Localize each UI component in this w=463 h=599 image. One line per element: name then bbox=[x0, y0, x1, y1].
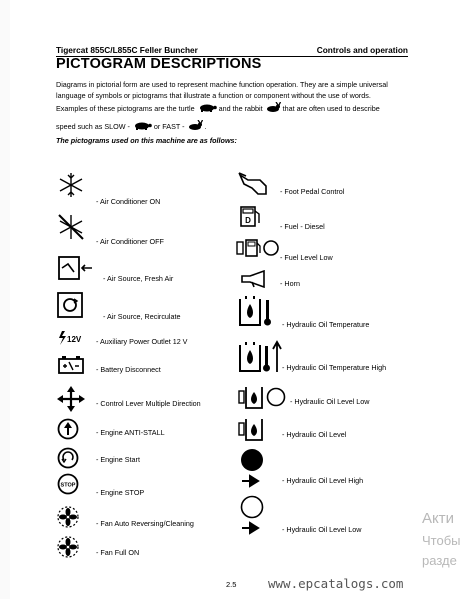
hydraulic-oil-level-icon bbox=[238, 416, 266, 442]
label-hydraulic-oil-temp-high: - Hydraulic Oil Temperature High bbox=[282, 363, 387, 372]
four-way-arrow-icon bbox=[57, 386, 85, 412]
engine-anti-stall-icon bbox=[57, 418, 79, 440]
header-section: Controls and operation bbox=[316, 45, 408, 55]
battery-disconnect-icon bbox=[58, 356, 84, 374]
header-model: Tigercat 855C/L855C Feller Buncher bbox=[56, 45, 198, 55]
fuel-level-low-icon bbox=[236, 238, 280, 258]
hydraulic-oil-level-low-icon bbox=[238, 384, 286, 410]
fuel-diesel-text: D bbox=[245, 216, 251, 225]
page-title: PICTOGRAM DESCRIPTIONS bbox=[56, 56, 262, 72]
speed-text-b: or FAST - bbox=[153, 122, 185, 132]
label-hydraulic-oil-level-high: - Hydraulic Oil Level High bbox=[282, 476, 364, 485]
engine-stop-text: STOP bbox=[60, 482, 76, 489]
snowflake-off-icon bbox=[57, 213, 85, 241]
os-activation-overlay-line-1: Акти bbox=[422, 510, 454, 527]
label-fuel-diesel: - Fuel - Diesel bbox=[280, 222, 325, 231]
label-air-source-recirculate: - Air Source, Recirculate bbox=[103, 312, 181, 321]
examples-text-a: Examples of these pictograms are the turtle bbox=[56, 104, 195, 114]
snowflake-icon bbox=[57, 172, 85, 198]
turtle-icon bbox=[197, 103, 217, 116]
label-air-source-fresh-air: - Air Source, Fresh Air bbox=[103, 274, 174, 283]
page-edge bbox=[0, 0, 10, 599]
speed-text-c: . bbox=[204, 122, 207, 132]
fuel-diesel-icon bbox=[240, 205, 262, 227]
engine-stop-icon bbox=[57, 473, 79, 495]
fresh-air-icon bbox=[58, 256, 94, 280]
label-control-lever: - Control Lever Multiple Direction bbox=[96, 399, 201, 408]
label-hydraulic-oil-level-low: - Hydraulic Oil Level Low bbox=[290, 397, 370, 406]
label-air-conditioner-off: - Air Conditioner OFF bbox=[96, 237, 164, 246]
label-hydraulic-oil-level-low-2: - Hydraulic Oil Level Low bbox=[282, 525, 362, 534]
label-auxiliary-power-outlet: - Auxiliary Power Outlet 12 V bbox=[96, 337, 188, 346]
pictogram-list-heading: The pictograms used on this machine are as follows: bbox=[56, 136, 237, 145]
rabbit-icon bbox=[187, 120, 203, 135]
turtle-icon bbox=[132, 121, 152, 134]
examples-text-c: that are often used to describe bbox=[282, 104, 380, 114]
speed-line bbox=[56, 120, 412, 135]
label-engine-stop: - Engine STOP bbox=[96, 488, 145, 497]
hydraulic-oil-level-low-alt-icon bbox=[240, 495, 266, 537]
power-outlet-12v-icon bbox=[57, 330, 89, 346]
page-number: 2.5 bbox=[226, 580, 237, 589]
engine-start-icon bbox=[57, 447, 79, 469]
fan-auto-reversing-icon bbox=[56, 505, 80, 529]
label-engine-anti-stall: - Engine ANTI-STALL bbox=[96, 428, 165, 437]
label-engine-start: - Engine Start bbox=[96, 455, 140, 464]
foot-pedal-icon bbox=[238, 172, 270, 196]
label-horn: - Horn bbox=[280, 279, 300, 288]
label-battery-disconnect: - Battery Disconnect bbox=[96, 365, 161, 374]
hydraulic-oil-temp-high-icon bbox=[238, 340, 282, 374]
examples-line bbox=[56, 102, 412, 117]
power-outlet-text: 12V bbox=[67, 335, 82, 344]
hydraulic-oil-temp-icon bbox=[238, 296, 272, 328]
horn-icon bbox=[240, 270, 270, 288]
label-fan-auto-reversing: - Fan Auto Reversing/Cleaning bbox=[96, 519, 194, 528]
label-fuel-level-low: - Fuel Level Low bbox=[280, 253, 333, 262]
label-fan-full-on: - Fan Full ON bbox=[96, 548, 140, 557]
examples-text-b: and the rabbit bbox=[218, 104, 263, 114]
speed-text-a: speed such as SLOW - bbox=[56, 122, 130, 132]
recirculate-icon bbox=[57, 292, 83, 318]
rabbit-icon bbox=[265, 102, 281, 117]
hydraulic-oil-level-high-icon bbox=[240, 448, 266, 490]
label-hydraulic-oil-level: - Hydraulic Oil Level bbox=[282, 430, 347, 439]
intro-paragraph: Diagrams in pictorial form are used to represent machine function operation. They are a simple universal language of symbols or pictograms that illustrate a function or component without the use of words. bbox=[56, 80, 388, 100]
watermark-url: www.epcatalogs.com bbox=[268, 576, 404, 591]
os-activation-overlay-line-3: разде bbox=[422, 553, 457, 568]
fan-full-on-icon bbox=[56, 535, 80, 559]
label-foot-pedal-control: - Foot Pedal Control bbox=[280, 187, 345, 196]
label-hydraulic-oil-temperature: - Hydraulic Oil Temperature bbox=[282, 320, 370, 329]
label-air-conditioner-on: - Air Conditioner ON bbox=[96, 197, 161, 206]
os-activation-overlay-line-2: Чтобы bbox=[422, 533, 461, 548]
